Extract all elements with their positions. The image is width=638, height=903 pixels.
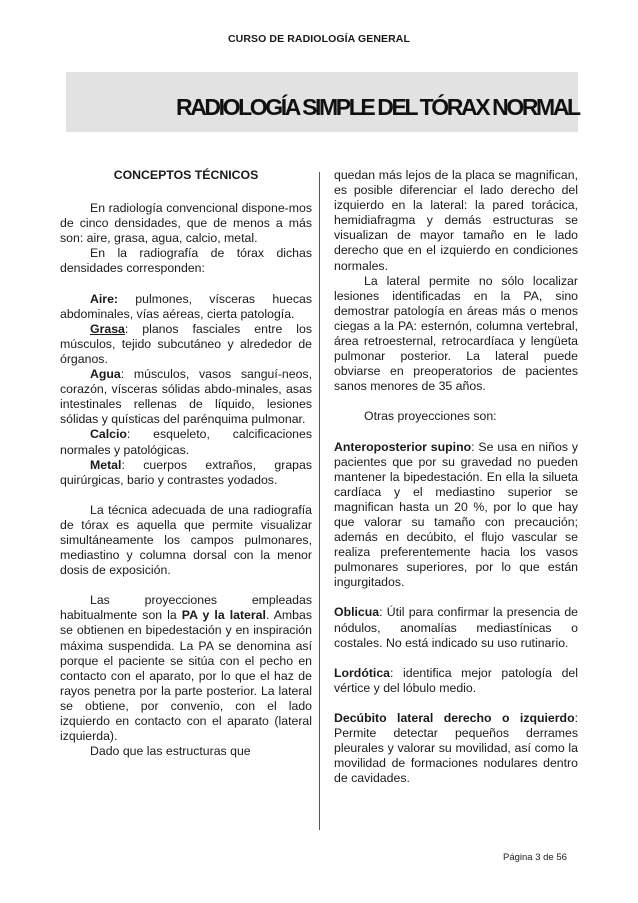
continuation-paragraph: quedan más lejos de la placa se magnifican, es posible diferenciar el lado derecho del izquierdo en la lateral: la pared torácica, hemidiafragma y demás estructuras se visualizan de mayor tamaño en le lado derecho que en el izquierdo en condiciones normales. <box>334 168 578 273</box>
projections-paragraph <box>60 593 312 744</box>
projection-text: : Se usa en niños y pacientes que por su gravedad no pueden mantener la bipedestación. En ella la silueta cardíaca y el mediastino superior se magnifican hasta un 20 %, por lo que hay que valorar su tamaño con precaución; además en decúbito, el flujo vascular se realiza preferentemente hacia los vasos pulmonares superiores, por lo que están ingurgitados. <box>334 439 579 590</box>
density-agua <box>60 367 312 427</box>
projection-ap <box>334 440 578 591</box>
page-title: RADIOLOGÍA SIMPLE DEL TÓRAX NORMAL <box>176 94 579 120</box>
projections-bold: PA y la lateral <box>181 608 266 623</box>
density-label: Grasa <box>90 321 125 336</box>
projection-decubito <box>334 711 578 786</box>
projection-oblicua <box>334 605 578 650</box>
density-text: pulmones, vísceras huecas abdominales, vías aéreas, cierta patología. <box>60 291 312 321</box>
density-metal <box>60 458 312 488</box>
density-label: Aire: <box>90 291 119 306</box>
density-label: Metal <box>90 457 122 472</box>
projection-text: : Útil para confirmar la presencia de nódulos, anomalías mediastínicas o costales. No está indicado su uso rutinario. <box>334 605 578 650</box>
density-label: Agua <box>90 367 121 382</box>
density-text: : esqueleto, calcificaciones normales y patológicas. <box>60 427 312 457</box>
projections-text-a: Las proyecciones empleadas habitualmente son la <box>60 593 312 623</box>
intro-paragraph: En radiología convencional dispone-mos de cinco densidades, que de menos a más son: aire, grasa, agua, calcio, metal. <box>60 201 312 246</box>
projection-label: Decúbito lateral derecho o izquierdo <box>334 710 575 725</box>
projection-label: Lordótica <box>334 665 391 680</box>
projection-text: : identifica mejor patología del vértice y del lóbulo medio. <box>334 665 578 695</box>
section-heading: CONCEPTOS TÉCNICOS <box>113 168 259 182</box>
density-text: : cuerpos extraños, grapas quirúrgicas, bario y contrastes yodados. <box>60 457 312 487</box>
other-projections-intro: Otras proyecciones son: <box>364 409 497 424</box>
lateral-paragraph: La lateral permite no sólo localizar lesiones identificadas en la PA, sino demostrar patología en áreas más o menos ciegas a la PA: esternón, columna vertebral, área retroesternal, retrocardíaca y lengüeta pulmonar posterior. La lateral puede obviarse en preoperatorios de pacientes sanos menores de 35 años. <box>334 273 578 394</box>
density-calcio <box>60 427 312 457</box>
projection-lordotica <box>334 666 578 696</box>
left-column <box>60 168 312 759</box>
dado-paragraph: Dado que las estructuras que <box>90 744 251 759</box>
density-grasa <box>60 322 312 367</box>
density-text: : músculos, vasos sanguí-neos, corazón, vísceras sólidas abdo-minales, asas intestinales rellenas de líquido, lesiones sólidas y quísticas del parénquima pulmonar. <box>60 367 312 427</box>
projection-label: Anteroposterior supino <box>334 439 472 454</box>
column-divider <box>319 172 320 830</box>
page-number: Página 3 de 56 <box>503 852 567 863</box>
density-text: : planos fasciales entre los músculos, tejido subcutáneo y alrededor de órganos. <box>60 321 312 366</box>
right-column <box>334 168 578 786</box>
course-header: CURSO DE RADIOLOGÍA GENERAL <box>228 33 410 45</box>
density-label: Calcio <box>90 427 127 442</box>
projections-text-c: . Ambas se obtienen en bipedestación y en inspiración máxima suspendida. La PA se denomina así porque el paciente se sitúa con el pecho en contacto con el aparato, por lo que el haz de rayos penetra por la parte posterior. La lateral se obtiene, por convenio, con el lado izquierdo en contacto con el aparato (lateral izquierda). <box>60 608 312 744</box>
intro-paragraph-2: En la radiografía de tórax dichas densidades corresponden: <box>60 246 312 276</box>
projection-text: : Permite detectar pequeños derrames pleurales y valorar su movilidad, así como la movilidad de formaciones nodulares dentro de cavidades. <box>334 710 578 786</box>
projection-label: Oblicua <box>334 605 380 620</box>
density-aire <box>60 292 312 322</box>
technique-paragraph: La técnica adecuada de una radiografía de tórax es aquella que permite visualizar simultáneamente los campos pulmonares, mediastino y columna dorsal con la menor dosis de exposición. <box>60 502 312 578</box>
